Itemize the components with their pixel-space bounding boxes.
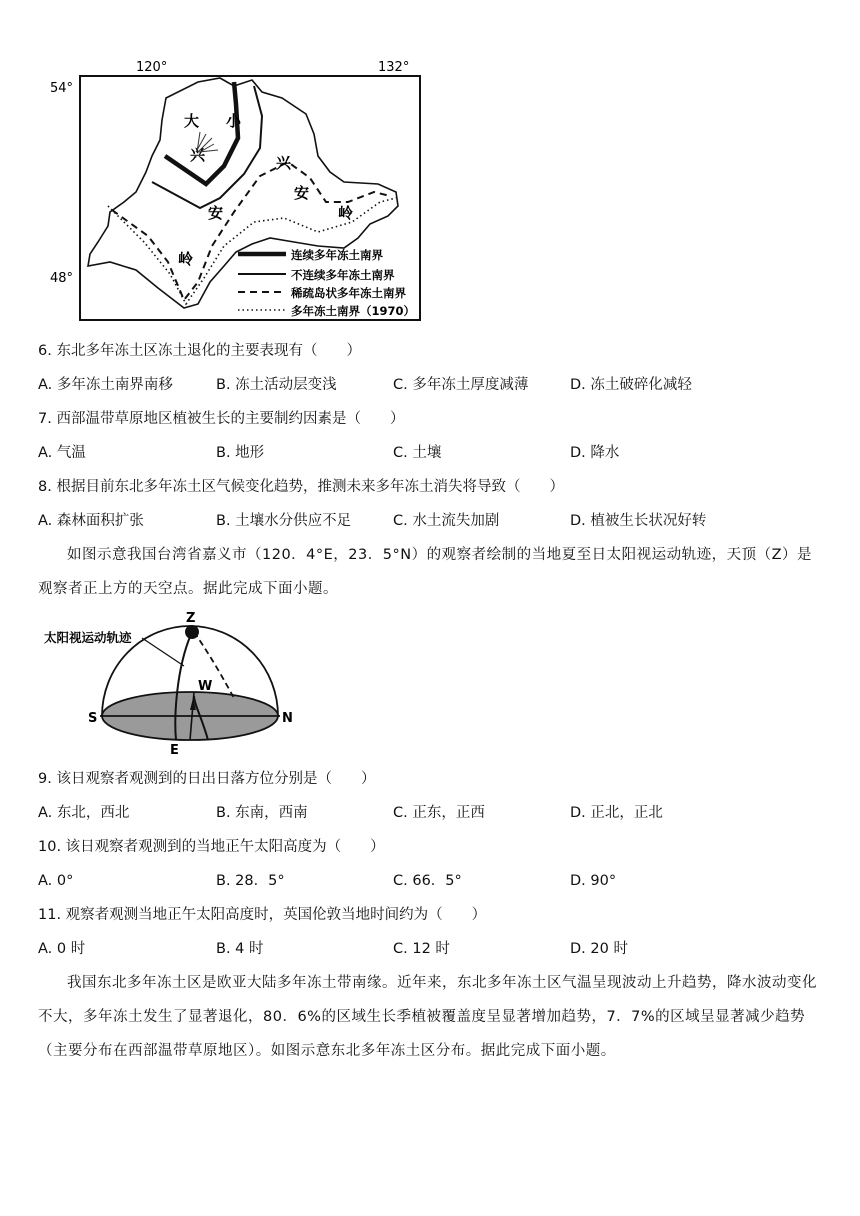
region-label-xing: 兴: [190, 146, 206, 164]
lat-label-top: 54°: [50, 81, 74, 96]
lat-label-bottom: 48°: [50, 271, 74, 286]
south-label: S: [88, 711, 98, 726]
permafrost-intro-paragraph: 我国东北多年冻土区是欧亚大陆多年冻土带南缘。近年来，东北多年冻土区气温呈现波动上升趋势，降水波动变化不大，多年冻土发生了显著退化，80．6%的区域生长季植被覆盖度呈显著增加趋势，7．7%的区域呈显著减少趋势（主要分布在西部温带草原地区）。如图示意东北多年冻土区分布。据此完成下面小题。: [38, 975, 817, 1059]
question-11-option-c: C. 12 时: [393, 941, 450, 957]
question-10-stem: 10. 该日观察者观测到的当地正午太阳高度为（ ）: [38, 839, 385, 855]
lon-label-right: 132°: [378, 60, 410, 75]
question-6-option-d: D. 冻土破碎化减轻: [570, 377, 692, 393]
east-label: E: [170, 743, 179, 758]
question-9-option-a: A. 东北，西北: [38, 805, 130, 821]
region-label-xing2: 兴: [276, 154, 292, 172]
question-8-option-b: B. 土壤水分供应不足: [216, 513, 352, 529]
region-label-xiao: 小: [226, 112, 242, 130]
question-8-option-a: A. 森林面积扩张: [38, 513, 144, 529]
question-11-option-d: D. 20 时: [570, 941, 628, 957]
question-9-option-c: C. 正东，正西: [393, 805, 485, 821]
legend-continuous: 连续多年冻土南界: [291, 248, 383, 262]
question-10-option-b: B. 28．5°: [216, 873, 285, 889]
lon-label-left: 120°: [136, 60, 168, 75]
region-label-ling: 岭: [178, 250, 194, 268]
sun-track-label: 太阳视运动轨迹: [44, 630, 132, 645]
question-7-option-b: B. 地形: [216, 445, 265, 461]
legend-discontinuous: 不连续多年冻土南界: [291, 268, 395, 282]
question-11-option-a: A. 0 时: [38, 941, 86, 957]
west-label: W: [198, 679, 213, 694]
question-9-option-d: D. 正北，正北: [570, 805, 663, 821]
question-9-option-b: B. 东南，西南: [216, 805, 308, 821]
north-label: N: [282, 711, 293, 726]
question-6-stem: 6. 东北多年冻土区冻土退化的主要表现有（ ）: [38, 343, 361, 359]
question-6-option-c: C. 多年冻土厚度减薄: [393, 377, 529, 393]
question-7-option-c: C. 土壤: [393, 445, 442, 461]
question-8-stem: 8. 根据目前东北多年冻土区气候变化趋势，推测未来多年冻土消失将导致（ ）: [38, 479, 564, 495]
question-8-option-c: C. 水土流失加剧: [393, 513, 500, 529]
question-11-option-b: B. 4 时: [216, 941, 264, 957]
permafrost-map: [48, 56, 438, 326]
question-10-option-c: C. 66．5°: [393, 873, 462, 889]
region-label-an2: 安: [294, 184, 310, 202]
question-6-option-a: A. 多年冻土南界南移: [38, 377, 173, 393]
region-label-ling2: 岭: [338, 204, 354, 222]
map-frame: [80, 76, 420, 320]
legend-1970: 多年冻土南界（1970）: [291, 304, 416, 318]
question-6-option-b: B. 冻土活动层变浅: [216, 377, 337, 393]
question-11-stem: 11. 观察者观测当地正午太阳高度时，英国伦敦当地时间约为（ ）: [38, 907, 487, 923]
zenith-label: Z: [186, 611, 196, 626]
question-7-option-d: D. 降水: [570, 445, 620, 461]
question-9-stem: 9. 该日观察者观测到的日出日落方位分别是（ ）: [38, 771, 376, 787]
legend-sparse: 稀疏岛状多年冻土南界: [291, 286, 406, 300]
question-7-option-a: A. 气温: [38, 445, 86, 461]
sun-intro-paragraph: 如图示意我国台湾省嘉义市（120．4°E，23．5°N）的观察者绘制的当地夏至日太阳视运动轨迹，天顶（Z）是观察者正上方的天空点。据此完成下面小题。: [38, 547, 813, 597]
question-8-option-d: D. 植被生长状况好转: [570, 513, 707, 529]
label-leader-line: [142, 638, 184, 666]
question-7-stem: 7. 西部温带草原地区植被生长的主要制约因素是（ ）: [38, 411, 405, 427]
region-label-an: 安: [208, 204, 224, 222]
question-10-option-d: D. 90°: [570, 873, 617, 889]
question-10-option-a: A. 0°: [38, 873, 74, 889]
region-label-da: 大: [184, 112, 200, 130]
sun-path-diagram: [44, 608, 314, 758]
sun-icon: [185, 625, 199, 639]
